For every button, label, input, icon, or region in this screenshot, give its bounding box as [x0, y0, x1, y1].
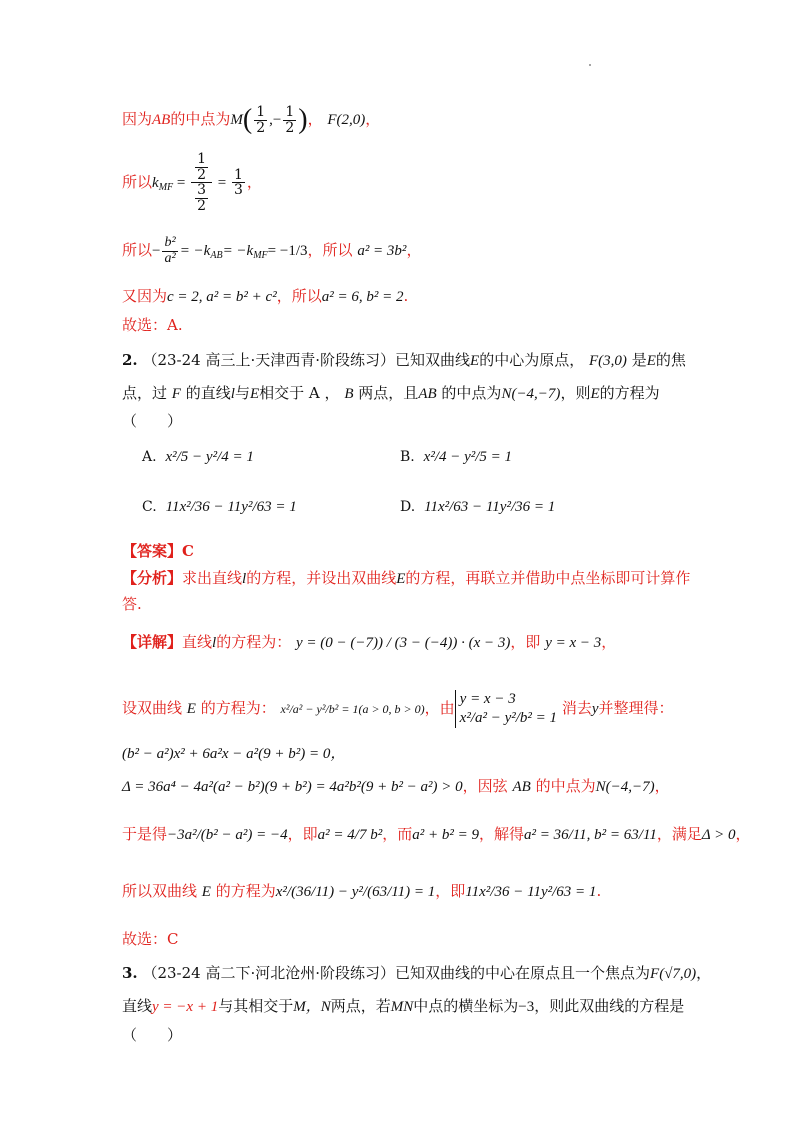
q2-paren: （ ） [122, 412, 183, 430]
solution1-line4: 又因为c = 2, a² = b² + c²，所以a² = 6, b² = 2. [122, 287, 409, 305]
q3-paren: （ ） [122, 1026, 183, 1044]
q2-line1: 2. （23-24 高三上·天津西青·阶段练习）已知双曲线E的中心为原点， F(3,0) 是E的焦 [122, 351, 686, 369]
page-dot [589, 64, 591, 66]
detail-answer: 故选：C [122, 930, 179, 948]
q2-line2: 点，过 F 的直线l与E相交于 A ， B 两点，且AB 的中点为N(−4,−7)，则E的方程为 [122, 384, 660, 402]
option-d[interactable]: D. 11x²/63 − 11y²/36 = 1 [400, 499, 556, 515]
detail-line5: 于是得−3a²/(b² − a²) = −4，即a² = 4/7 b²，而a² + b² = 9，解得a² = 36/11, b² = 63/11，满足Δ > 0， [122, 825, 751, 843]
detail-line2: 设双曲线 E 的方程为： x²/a² − y²/b² = 1(a > 0, b > 0)，由 y = x − 3 x²/a² − y²/b² = 1 消去y并整理得： [122, 691, 674, 726]
analysis-line1: 【分析】求出直线l的方程，并设出双曲线E的方程，再联立并借助中点坐标即可计算作 [122, 569, 691, 587]
analysis-line2: 答. [122, 595, 142, 613]
option-c[interactable]: C. 11x²/36 − 11y²/63 = 1 [142, 499, 297, 515]
answer-line: 【答案】C [122, 542, 194, 560]
option-b[interactable]: B. x²/4 − y²/5 = 1 [400, 449, 513, 465]
solution1-line1: 因为AB的中点为M( $\frac{1}{2}$ ,− $\frac{1}{2}$ )， F(2,0)， [122, 103, 381, 136]
option-a[interactable]: A. x²/5 − y²/4 = 1 [142, 449, 254, 465]
q3-line2: 直线y = −x + 1与其相交于M，N两点，若MN中点的横坐标为−3，则此双曲线的方程是 [122, 997, 685, 1015]
solution1-line2: 所以$k_{MF}$ = $\frac{\frac{1}{2}}{\frac{3}{2}}$ = $\frac{1}{3}$ ， [122, 151, 262, 215]
detail-line6: 所以双曲线 E 的方程为x²/(36/11) − y²/(63/11) = 1，即11x²/36 − 11y²/63 = 1. [122, 882, 602, 900]
solution1-line3: 所以− $\frac{\text{b²}}{\text{a²}}$ = $-k_{AB}= -k_{MF}= -1/3$，所以 a² = 3b²， [122, 235, 422, 266]
detail-line1: 【详解】直线l的方程为： y = (0 − (−7)) / (3 − (−4)) · (x − 3)，即 y = x − 3， [122, 633, 617, 651]
detail-line3: (b² − a²)x² + 6a²x − a²(9 + b²) = 0， [122, 746, 346, 762]
solution1-answer: 故选：A. [122, 316, 183, 334]
detail-line4: Δ = 36a⁴ − 4a²(a² − b²)(9 + b²) = 4a²b²(9 + b² − a²) > 0，因弦 AB 的中点为N(−4,−7)， [122, 777, 670, 795]
q3-line1: 3. （23-24 高二下·河北沧州·阶段练习）已知双曲线的中心在原点且一个焦点为F(√7,0)， [122, 964, 712, 982]
